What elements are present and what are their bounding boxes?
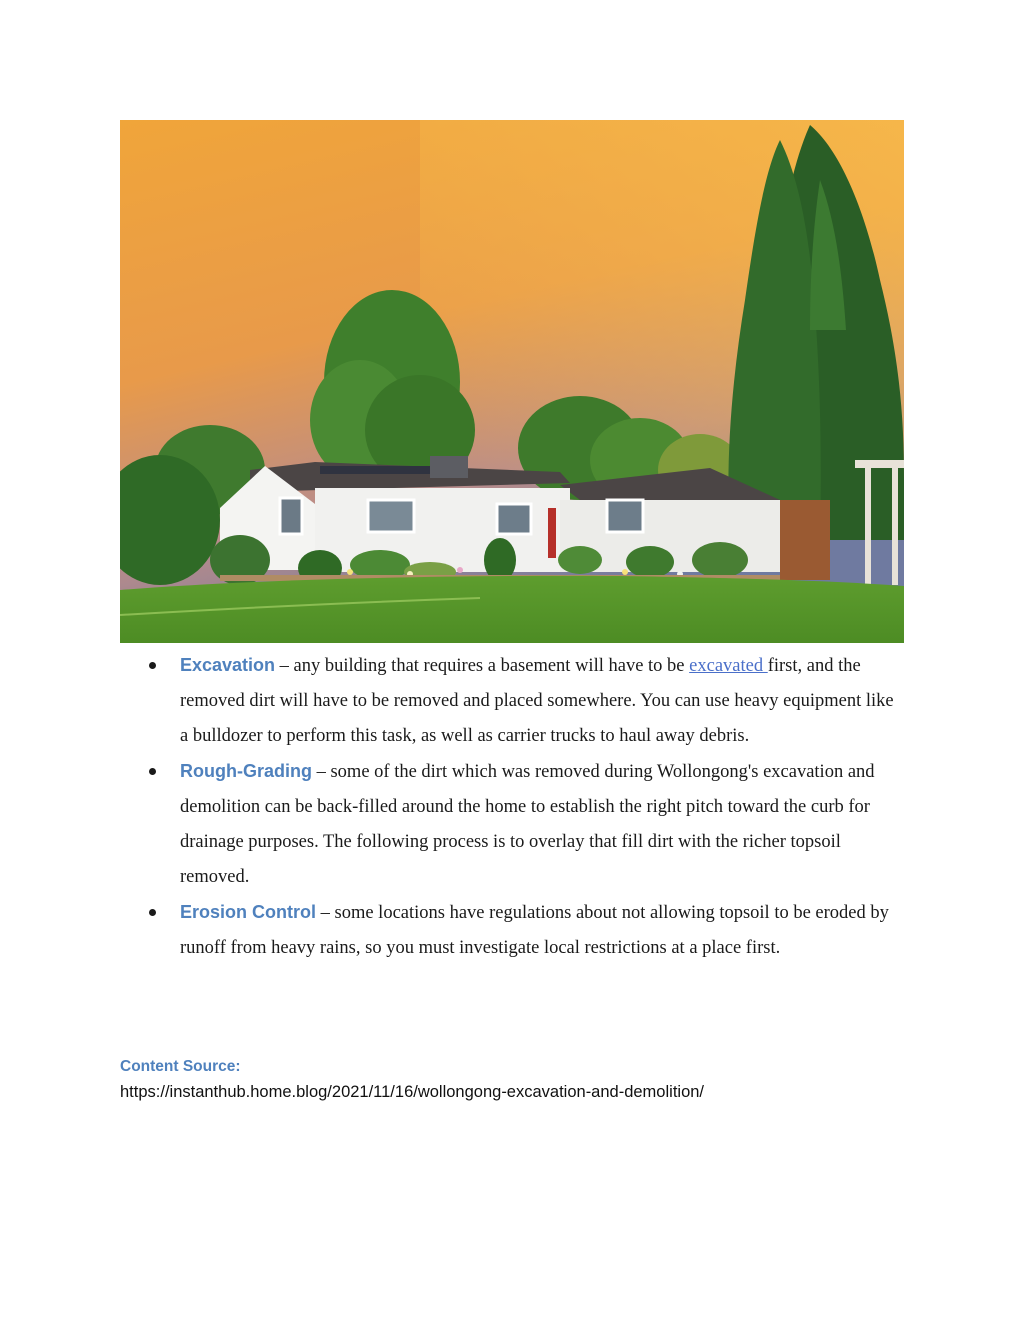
- list-item-rough-grading: [120, 754, 904, 895]
- bullet-icon: [149, 768, 156, 775]
- excavated-link[interactable]: excavated: [689, 656, 768, 676]
- list-item-excavation: [120, 648, 904, 754]
- rough-grading-text: – some of the dirt which was removed during Wollongong's excavation and demolition can be back-filled around the home to establish the right pitch toward the curb for drainage purposes. The following process is to overlay that fill dirt with the richer topsoil removed.: [180, 762, 875, 887]
- bullet-list: [120, 648, 904, 966]
- list-item-erosion-control: [120, 895, 904, 966]
- term-erosion-control: Erosion Control: [180, 902, 316, 922]
- term-rough-grading: Rough-Grading: [180, 761, 312, 781]
- term-excavation: Excavation: [180, 655, 276, 675]
- excavation-text-start: – any building that requires a basement will have to be: [275, 656, 690, 676]
- content-source-label: Content Source:: [120, 1058, 241, 1075]
- erosion-control-text: – some locations have regulations about not allowing topsoil to be eroded by runoff from heavy rains, so you must investigate local restrictions at a place first.: [180, 903, 889, 958]
- bullet-icon: [149, 909, 156, 916]
- bullet-icon: [149, 662, 156, 669]
- content-source-url: https://instanthub.home.blog/2021/11/16/wollongong-excavation-and-demolition/: [120, 1083, 705, 1101]
- excavation-text-end: first, and the removed dirt will have to be removed and placed somewhere. You can use heavy equipment like a bulldozer to perform this task, as well as carrier trucks to haul away debris.: [180, 656, 894, 746]
- house-photo: [120, 120, 904, 643]
